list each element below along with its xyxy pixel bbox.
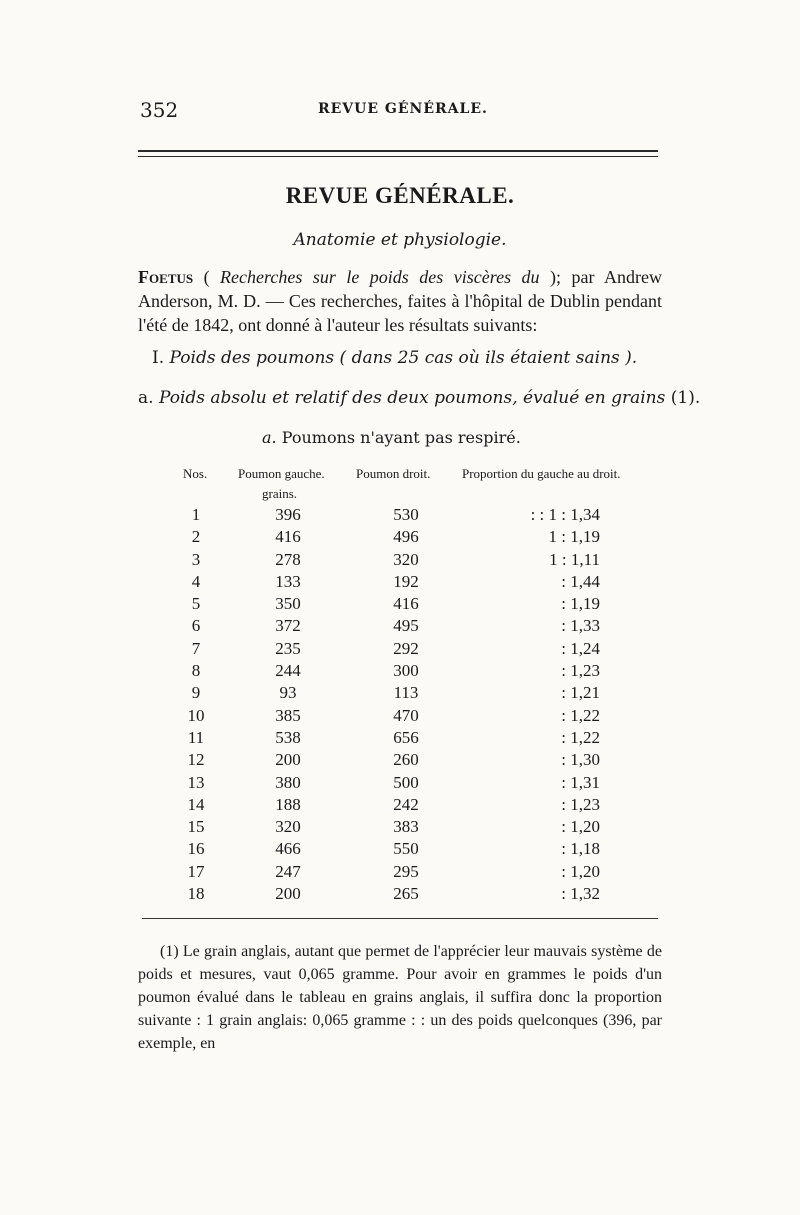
table-body bbox=[176, 504, 676, 905]
cell-proportion: : 1,30 bbox=[561, 750, 600, 770]
column-header-right-lung: Poumon droit. bbox=[356, 466, 431, 481]
heading-letter: a. bbox=[138, 388, 154, 408]
table-row bbox=[176, 504, 676, 526]
cell-proportion: : 1,44 bbox=[561, 571, 600, 591]
section-title: REVUE GÉNÉRALE. bbox=[285, 183, 515, 208]
column-header-left-lung: Poumon gauche. bbox=[238, 466, 325, 481]
table-row bbox=[176, 816, 676, 838]
cell-left-lung: 385 bbox=[275, 705, 301, 725]
column-header-number: Nos. bbox=[183, 466, 208, 481]
table-row bbox=[176, 549, 676, 571]
table-row bbox=[176, 705, 676, 727]
cell-left-lung: 93 bbox=[279, 683, 297, 703]
intro-paren: ( bbox=[193, 267, 221, 287]
heading-number: I. bbox=[152, 348, 165, 368]
cell-proportion: : 1,22 bbox=[561, 727, 600, 747]
cell-left-lung: 247 bbox=[275, 861, 301, 881]
cell-proportion: : : 1 : 1,34 bbox=[530, 505, 600, 524]
cell-number: 6 bbox=[191, 616, 201, 636]
cell-left-lung: 538 bbox=[275, 727, 301, 747]
cell-proportion: 1 : 1,19 bbox=[548, 527, 600, 547]
cell-proportion: : 1,19 bbox=[561, 594, 600, 614]
cell-right-lung: 383 bbox=[393, 817, 419, 837]
cell-right-lung: 500 bbox=[393, 772, 419, 792]
intro-title: Recherches sur le poids des viscères du bbox=[220, 267, 540, 287]
cell-right-lung: 470 bbox=[393, 705, 419, 725]
heading-letter: a. bbox=[262, 428, 277, 447]
cell-right-lung: 496 bbox=[393, 527, 419, 547]
running-head bbox=[140, 98, 660, 122]
footnote-rule bbox=[142, 918, 658, 919]
cell-left-lung: 380 bbox=[275, 772, 301, 792]
cell-left-lung: 372 bbox=[275, 616, 301, 636]
intro-rest: ); par Andrew Anderson, M. D. — Ces recherches, faites à l'hôpital de Dublin pendant l'été de 1842, ont donné à l'auteur les résultats suivants: bbox=[138, 267, 662, 335]
cell-left-lung: 235 bbox=[275, 638, 301, 658]
cell-right-lung: 292 bbox=[393, 638, 419, 658]
cell-right-lung: 550 bbox=[393, 839, 419, 859]
cell-proportion: : 1,23 bbox=[561, 794, 600, 814]
units-label: grains. bbox=[262, 486, 298, 501]
heading-poids-poumons bbox=[152, 348, 637, 368]
subsection-title: Anatomie et physiologie. bbox=[293, 230, 507, 250]
intro-label: Foetus bbox=[138, 267, 194, 287]
page-number: 352 bbox=[140, 98, 179, 122]
heading-text: Poids absolu et relatif des deux poumons, évalué en grains bbox=[158, 388, 666, 408]
table-row bbox=[176, 838, 676, 860]
cell-number: 8 bbox=[191, 661, 201, 681]
cell-number: 14 bbox=[187, 794, 205, 814]
cell-right-lung: 295 bbox=[393, 861, 419, 881]
cell-number: 5 bbox=[191, 594, 201, 614]
cell-number: 13 bbox=[187, 772, 205, 792]
table-row bbox=[176, 861, 676, 883]
cell-left-lung: 200 bbox=[275, 750, 301, 770]
cell-right-lung: 320 bbox=[393, 549, 419, 569]
table-row bbox=[176, 526, 676, 548]
cell-number: 12 bbox=[187, 750, 205, 770]
cell-number: 11 bbox=[187, 727, 205, 747]
footnote-text: (1) Le grain anglais, autant que permet de l'apprécier leur mauvais système de poids et mesures, vaut 0,065 gramme. Pour avoir en grammes le poids d'un poumon évalué dans le tableau en grains anglais, il suffira donc la proportion suivante : 1 grain anglais: 0,065 gramme : : un des poids quelconques (396, par exemple, en bbox=[138, 943, 662, 1052]
cell-number: 16 bbox=[187, 839, 205, 859]
heading-text: Poumons n'ayant pas respiré. bbox=[281, 428, 521, 447]
cell-right-lung: 265 bbox=[393, 884, 419, 904]
cell-number: 1 bbox=[191, 505, 201, 524]
cell-proportion: : 1,24 bbox=[561, 638, 600, 658]
heading-poids-absolu bbox=[138, 388, 700, 408]
cell-left-lung: 320 bbox=[275, 817, 301, 837]
cell-right-lung: 656 bbox=[393, 727, 419, 747]
cell-proportion: : 1,31 bbox=[561, 772, 600, 792]
cell-number: 18 bbox=[187, 884, 205, 904]
cell-right-lung: 242 bbox=[393, 794, 419, 814]
table-header bbox=[176, 466, 676, 486]
cell-number: 9 bbox=[191, 683, 201, 703]
cell-left-lung: 278 bbox=[275, 549, 301, 569]
cell-proportion: 1 : 1,11 bbox=[549, 549, 600, 569]
cell-right-lung: 260 bbox=[393, 750, 419, 770]
cell-number: 10 bbox=[187, 705, 205, 725]
footnote-ref: (1). bbox=[670, 388, 701, 408]
cell-left-lung: 188 bbox=[275, 794, 301, 814]
cell-proportion: : 1,21 bbox=[561, 683, 600, 703]
cell-left-lung: 133 bbox=[275, 571, 301, 591]
table-row bbox=[176, 615, 676, 637]
heading-text: Poids des poumons ( dans 25 cas où ils étaient sains ). bbox=[169, 348, 638, 368]
cell-right-lung: 113 bbox=[393, 683, 419, 703]
cell-left-lung: 416 bbox=[275, 527, 301, 547]
table-row bbox=[176, 682, 676, 704]
cell-left-lung: 244 bbox=[275, 661, 301, 681]
lung-weight-table bbox=[176, 466, 676, 905]
cell-right-lung: 300 bbox=[393, 661, 419, 681]
cell-left-lung: 200 bbox=[275, 884, 301, 904]
cell-number: 7 bbox=[191, 638, 201, 658]
table-row bbox=[176, 883, 676, 905]
header-rule bbox=[138, 150, 658, 157]
cell-left-lung: 466 bbox=[275, 839, 301, 859]
column-header-proportion: Proportion du gauche au droit. bbox=[462, 466, 621, 481]
table-row bbox=[176, 593, 676, 615]
cell-proportion: : 1,23 bbox=[561, 661, 600, 681]
table-row bbox=[176, 571, 676, 593]
table-row bbox=[176, 772, 676, 794]
cell-proportion: : 1,22 bbox=[561, 705, 600, 725]
table-row bbox=[176, 749, 676, 771]
cell-number: 17 bbox=[187, 861, 205, 881]
cell-right-lung: 530 bbox=[393, 505, 419, 524]
cell-proportion: : 1,32 bbox=[561, 884, 600, 904]
units-row bbox=[176, 486, 676, 504]
table-row bbox=[176, 794, 676, 816]
cell-left-lung: 350 bbox=[275, 594, 301, 614]
table-row bbox=[176, 638, 676, 660]
table-row bbox=[176, 660, 676, 682]
cell-number: 2 bbox=[191, 527, 201, 547]
table-row bbox=[176, 727, 676, 749]
cell-number: 15 bbox=[187, 817, 205, 837]
running-title: REVUE GÉNÉRALE. bbox=[318, 101, 488, 117]
heading-non-respire bbox=[262, 428, 521, 447]
cell-proportion: : 1,20 bbox=[561, 817, 600, 837]
footnote bbox=[138, 940, 662, 1055]
cell-proportion: : 1,33 bbox=[561, 616, 600, 636]
cell-right-lung: 495 bbox=[393, 616, 419, 636]
cell-number: 3 bbox=[191, 549, 201, 569]
cell-proportion: : 1,18 bbox=[561, 839, 600, 859]
cell-right-lung: 416 bbox=[393, 594, 419, 614]
cell-number: 4 bbox=[191, 571, 201, 591]
intro-paragraph bbox=[138, 265, 662, 337]
cell-right-lung: 192 bbox=[393, 571, 419, 591]
cell-left-lung: 396 bbox=[275, 505, 301, 524]
cell-proportion: : 1,20 bbox=[561, 861, 600, 881]
